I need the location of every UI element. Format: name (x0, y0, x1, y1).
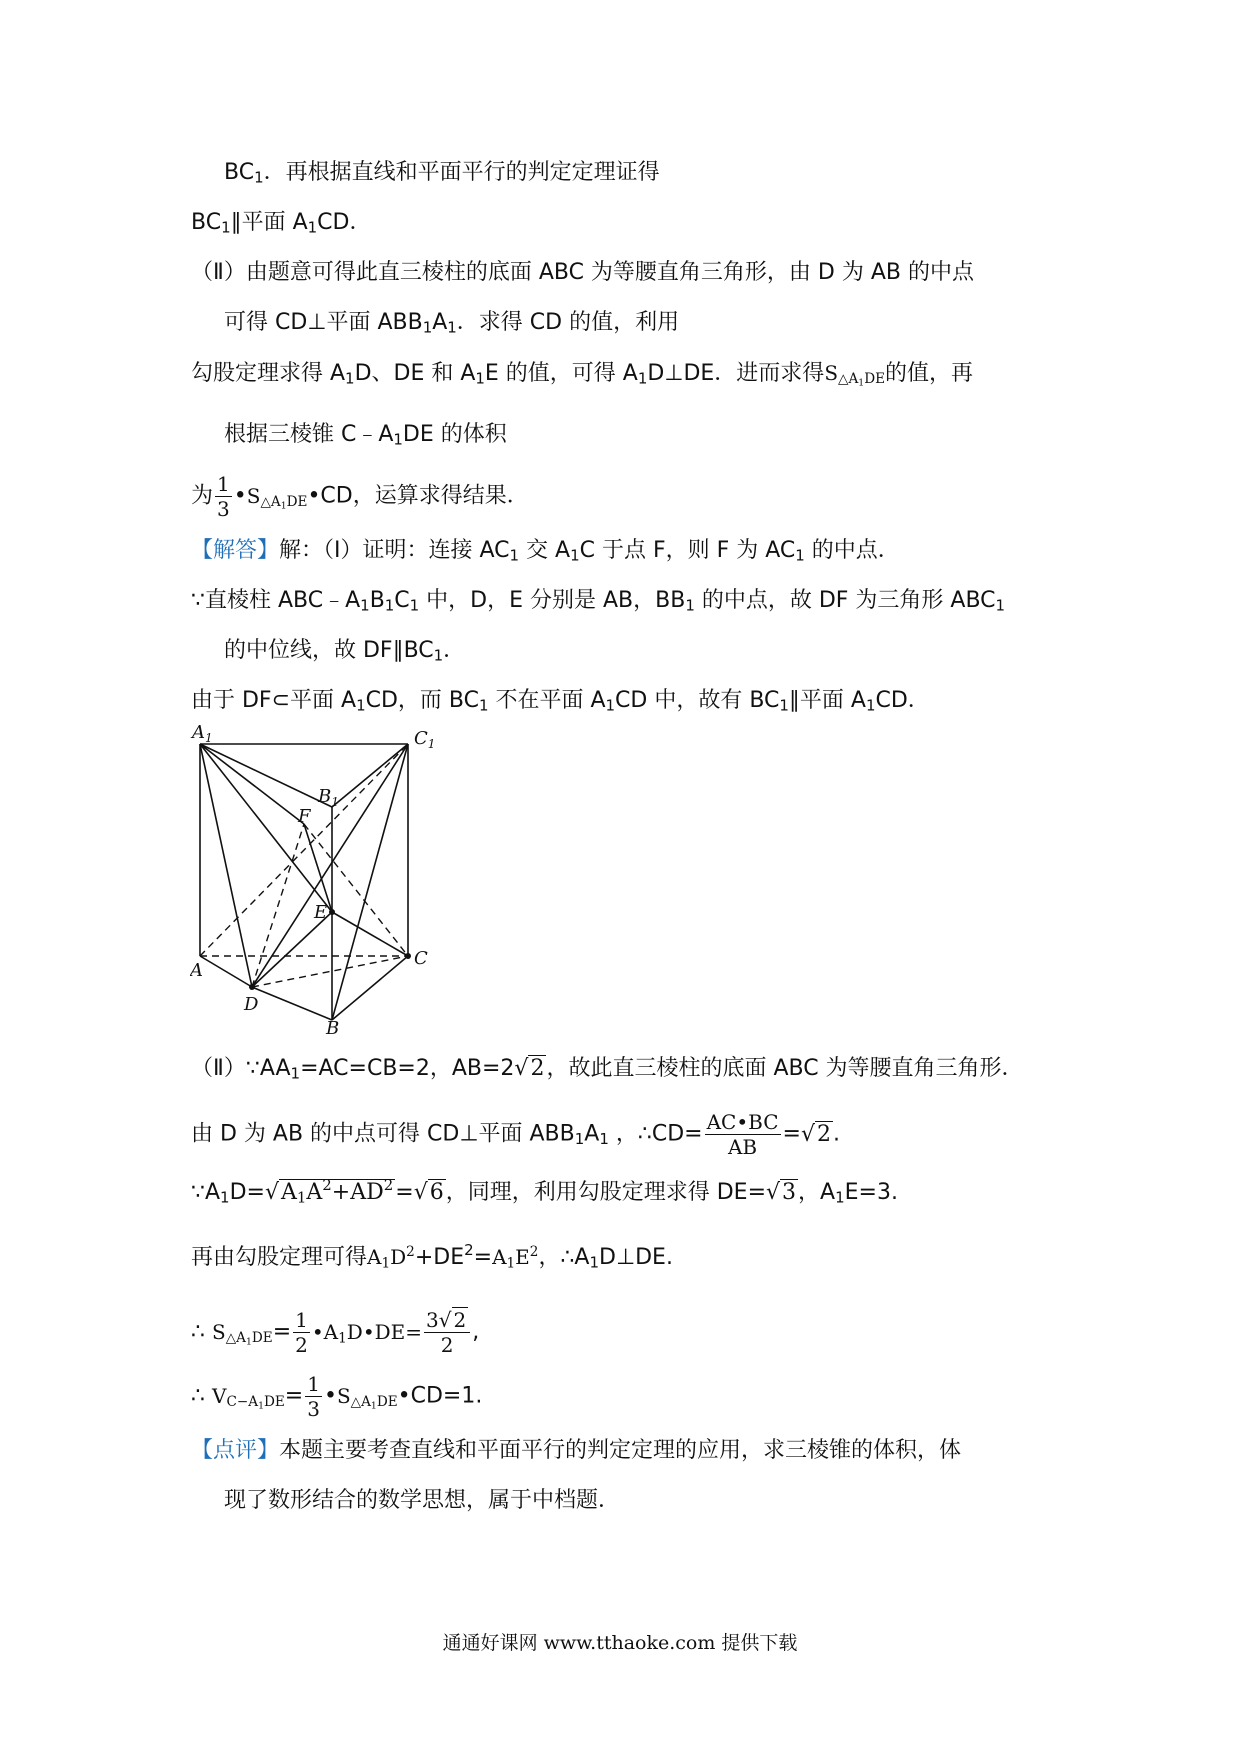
sqrt: √6 (413, 1180, 444, 1205)
text: 由于 DF⊂平面 A (191, 688, 357, 713)
text: BC (224, 160, 255, 185)
text: 为 (191, 483, 214, 509)
text-line-8 (191, 536, 900, 566)
subscript: 1 (795, 546, 805, 565)
point-c (405, 953, 411, 959)
text: = (272, 1319, 292, 1345)
text-line-10 (224, 636, 465, 666)
subscript: 1 (865, 696, 876, 715)
text: = (395, 1180, 414, 1205)
fraction: $\frac{3√ 2}{2}$ (424, 1310, 470, 1355)
subscript: 1 (384, 596, 395, 615)
text: 不在平面 A (488, 688, 606, 713)
text-line-15 (191, 1242, 673, 1273)
text: •CD，运算求得结果． (307, 483, 529, 509)
subscript: 1 (221, 218, 231, 237)
text: CD． (317, 210, 372, 235)
text-line-5 (191, 358, 973, 389)
subscript: 1 (637, 369, 648, 388)
page-footer: 通通好课网 www.tthaoke.com 提供下载 (442, 1632, 798, 1654)
volume-symbol: $V_{C-A_1DE}$ (212, 1383, 285, 1412)
subscript: 1 (254, 168, 264, 187)
fraction: $\frac{1}{3}$ (307, 1372, 320, 1421)
label-b1: $B_1$ (318, 786, 339, 809)
text: D⊥DE. (599, 1245, 673, 1270)
subscript: 1 (356, 696, 366, 715)
text: 的中位线，故 DF∥BC (224, 638, 434, 663)
subscript: 1 (835, 1188, 845, 1207)
edge-a-d (200, 956, 252, 987)
text: D⊥DE．进而求得 (647, 361, 825, 386)
area-symbol: $S_{\triangle A_1DE}$ (246, 483, 308, 512)
text: •CD=1. (397, 1383, 483, 1409)
text: ，∴A (538, 1245, 590, 1270)
text-line-18 (191, 1436, 961, 1466)
edge-c1-b (332, 744, 408, 1020)
label-c1: $C_1$ (414, 728, 436, 751)
text: 根据三棱锥 C﹣A (224, 422, 394, 447)
text: ．再根据直线和平面平行的判定定理证得 (263, 160, 660, 185)
text: ∴ (191, 1319, 205, 1345)
text-line-2 (191, 208, 371, 238)
text: C (394, 588, 410, 613)
text: • (323, 1383, 337, 1409)
text-line-9 (191, 586, 1005, 616)
text: A (584, 1121, 600, 1147)
fraction: $\frac{1}{2}$ (295, 1308, 308, 1357)
answer-tag: 【解答】 (191, 538, 280, 563)
edge-b1-c1 (332, 744, 408, 807)
text: ，A (798, 1180, 836, 1205)
text: ∴ (191, 1383, 205, 1409)
prism-figure (190, 724, 450, 1034)
text: CD，而 BC (365, 688, 479, 713)
text: ，∴CD= (608, 1121, 703, 1147)
label-e: E (314, 902, 328, 923)
comment-tag: 【点评】 (191, 1438, 280, 1463)
text-line-1 (224, 158, 660, 188)
subscript: 1 (393, 430, 403, 449)
text: 可得 CD⊥平面 ABB (224, 310, 423, 335)
text: D、DE 和 A (354, 361, 476, 386)
text-line-3 (191, 258, 974, 288)
text: D= (229, 1180, 265, 1205)
subscript: 1 (220, 1188, 230, 1207)
subscript: 1 (605, 696, 616, 715)
text-line-4 (224, 308, 679, 338)
subscript: 1 (433, 646, 444, 665)
edge-a1-c-dashed (304, 824, 408, 956)
text: （Ⅱ）∵AA (191, 1056, 291, 1081)
edge-a1-d (200, 744, 252, 987)
text: BC (191, 210, 222, 235)
sqrt: $√A_1A^2+AD^2$ (264, 1176, 394, 1207)
edge-e-c (332, 912, 408, 956)
point-e (329, 909, 335, 915)
text: （Ⅱ）由题意可得此直三棱柱的底面 ABC 为等腰直角三角形，由 D 为 AB 的中点 (191, 260, 974, 285)
text: E=3. (844, 1180, 898, 1205)
text: CD 中，故有 BC (615, 688, 780, 713)
subscript: 1 (409, 596, 420, 615)
text: ． (443, 638, 466, 663)
sqrt: √2 (800, 1121, 831, 1147)
text: = (284, 1383, 304, 1409)
fraction: $\frac{1}{3}$ (217, 472, 230, 521)
subscript: 1 (422, 318, 433, 337)
text: . (832, 1121, 840, 1147)
subscript: 1 (345, 369, 355, 388)
text-line-13 (191, 1112, 840, 1157)
text-line-14 (191, 1178, 898, 1208)
edge-d-c-dashed (252, 956, 408, 987)
subscript: 1 (589, 1253, 600, 1272)
subscript: 1 (570, 546, 580, 565)
text: , (472, 1319, 480, 1345)
edge-a-c1-dashed (200, 744, 408, 956)
edge-b-c (332, 956, 408, 1020)
point-d (249, 984, 255, 990)
subscript: 1 (995, 596, 1006, 615)
text-line-17 (191, 1374, 482, 1419)
text: E 的值，可得 A (484, 361, 638, 386)
text: = (473, 1245, 493, 1270)
text: DE 的体积 (402, 422, 507, 447)
subscript: 1 (447, 318, 457, 337)
text: 交 A (519, 538, 571, 563)
edge-a1-e (200, 744, 332, 912)
math: $•A_1D•DE=$ (311, 1319, 423, 1346)
text: ，同理，利用勾股定理求得 DE= (445, 1180, 767, 1205)
subscript: 1 (360, 596, 370, 615)
math: $A_1D^2$ (367, 1243, 415, 1272)
text: ，故此直三棱柱的底面 ABC 为等腰直角三角形． (546, 1056, 1024, 1081)
sqrt: √3 (766, 1180, 797, 1205)
text: 本题主要考查直线和平面平行的判定定理的应用，求三棱锥的体积，体 (279, 1438, 962, 1463)
text: 的值，再 (885, 361, 974, 386)
text: =AC=CB=2，AB=2 (300, 1056, 515, 1081)
text-line-16 (191, 1310, 479, 1355)
text: C 于点 F，则 F 为 AC (579, 538, 796, 563)
text: 由 D 为 AB 的中点可得 CD⊥平面 ABB (191, 1121, 575, 1147)
edge-a1-b1 (200, 744, 332, 807)
subscript: 1 (574, 1130, 585, 1149)
label-a: A (190, 960, 203, 981)
label-a1: $A_1$ (192, 724, 213, 745)
text: A (432, 310, 448, 335)
area-symbol: $S_{\triangle A_1DE}$ (212, 1319, 273, 1348)
text: 解：（Ⅰ）证明：连接 AC (279, 538, 510, 563)
text: ．求得 CD 的值，利用 (456, 310, 680, 335)
superscript: 2 (464, 1241, 474, 1260)
fraction: $\frac{AC•BC}{AB}$ (706, 1110, 779, 1159)
text: • (233, 483, 247, 509)
text: ∥平面 A (788, 688, 866, 713)
subscript: 1 (685, 596, 695, 615)
subscript: 1 (307, 218, 318, 237)
text: B (369, 588, 385, 613)
text-line-12 (191, 1054, 1024, 1084)
text: CD． (875, 688, 930, 713)
subscript: 1 (478, 696, 489, 715)
text: = (782, 1121, 801, 1147)
subscript: 1 (509, 546, 520, 565)
text-line-19 (224, 1486, 620, 1516)
area-symbol: $S_{\triangle A_1DE}$ (336, 1383, 398, 1412)
text: 中，D，E 分别是 AB，BB (419, 588, 686, 613)
edge-a1-c-upper (200, 744, 304, 824)
text-line-7 (191, 474, 529, 519)
text: 再由勾股定理可得 (191, 1245, 368, 1270)
math: $A_1E^2$ (492, 1243, 539, 1272)
text: 现了数形结合的数学思想，属于中档题． (224, 1488, 621, 1513)
label-b: B (326, 1018, 340, 1034)
subscript: 1 (599, 1130, 609, 1149)
edge-d-b (252, 987, 332, 1020)
text: ∵直棱柱 ABC﹣A (191, 588, 361, 613)
label-d: D (244, 994, 259, 1015)
text-line-6 (224, 420, 507, 450)
area-symbol: $S_{\triangle A_1DE}$ (824, 361, 886, 389)
text: 的中点． (804, 538, 900, 563)
text: ∥平面 A (230, 210, 308, 235)
sqrt: √2 (514, 1056, 545, 1081)
text-line-11 (191, 686, 930, 716)
subscript: 1 (779, 696, 789, 715)
label-f: F (298, 806, 311, 827)
text: +DE (414, 1245, 465, 1270)
text: 的中点，故 DF 为三角形 ABC (694, 588, 996, 613)
subscript: 1 (475, 369, 485, 388)
text: ∵A (191, 1180, 221, 1205)
text: 勾股定理求得 A (191, 361, 346, 386)
label-c: C (414, 948, 428, 969)
subscript: 1 (290, 1064, 301, 1083)
